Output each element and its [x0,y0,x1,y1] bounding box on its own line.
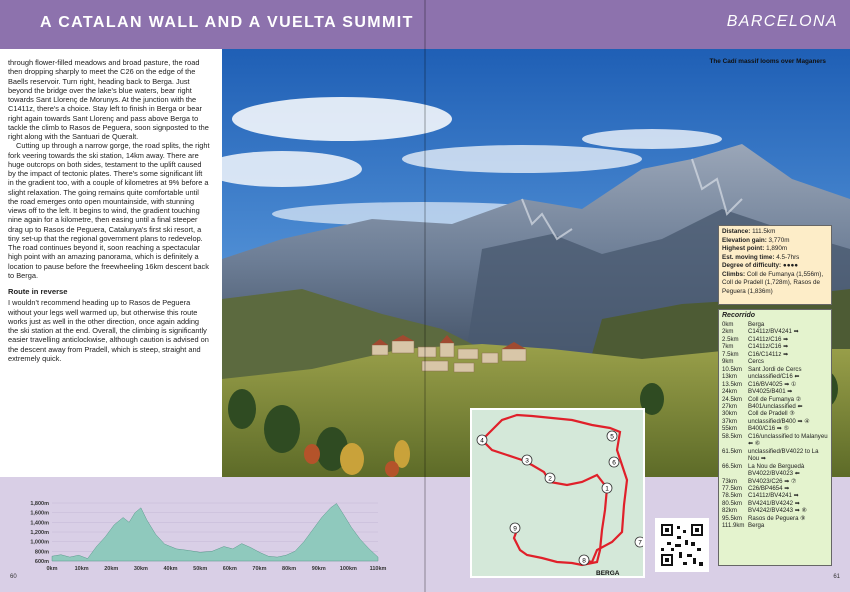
route-instruction: Rasos de Peguera ⑨ [748,514,806,522]
route-instruction: BV4023/C26 ➡ ⑦ [748,477,797,485]
y-tick-label: 800m [34,549,49,556]
route-km: 24.5km [722,395,742,403]
route-map [470,408,645,578]
x-tick-label: 100km [339,566,357,572]
route-instruction: C26/BP4654 ➡ [748,484,790,492]
map-marker-7 [635,537,643,547]
route-stats-box [718,225,832,305]
route-km: 37km [722,417,737,425]
stat-label-distance: Distance: [722,228,751,235]
map-town-label: BERGA [596,570,620,576]
header-band-left [0,0,425,49]
map-marker-1 [602,483,612,493]
svg-text:6: 6 [612,459,616,467]
page-gutter [424,0,426,592]
elevation-profile-chart [0,495,400,580]
stat-climbs: Coll de Fumanya (1,556m), Coll de Pradell (1,728m), Rasos de Peguera (1,836m) [722,270,824,295]
route-instruction: Coll de Pradell ③ [748,410,795,418]
stat-highest: 1,890m [766,245,788,252]
route-km: 78.5km [722,492,742,500]
x-tick-label: 90km [311,566,326,572]
route-instruction: Berga [748,522,765,530]
route-km: 2km [722,328,734,336]
y-tick-label: 1,200m [30,530,49,536]
route-row [722,336,828,343]
map-marker-4 [477,435,487,445]
route-row [722,373,828,380]
qr-code[interactable] [655,518,709,572]
route-row [722,321,828,328]
x-tick-label: 20km [104,566,119,572]
map-marker-9 [510,523,520,533]
route-km: 13km [722,373,737,381]
route-km: 82km [722,507,737,515]
route-instruction: Coll de Fumanya ② [748,395,802,403]
route-km: 7km [722,343,734,351]
x-tick-label: 50km [193,566,208,572]
map-marker-8 [579,555,589,565]
y-tick-label: 1,000m [30,539,49,546]
svg-text:7: 7 [638,539,642,547]
stat-label-moving: Est. moving time: [722,253,775,261]
route-row [722,463,828,478]
reverse-paragraph: I wouldn't recommend heading up to Rasos de Peguera without your legs well warmed up, but otherwise this route works just as well in the other direction, once again adding the ski station at the end. Overall, the climbing is significantly easier travelling anticlockwise, although caution is advised on the descent away from Pradell, which is steep, straight and extremely quick. [8,298,209,363]
x-tick-label: 110km [369,566,387,572]
x-tick-label: 60km [222,566,237,572]
route-row [722,410,828,417]
route-row [722,507,828,514]
photo-caption: The Cadí massif looms over Maganers [709,58,826,65]
route-row [722,366,828,373]
subhead-route-in-reverse: Route in reverse [8,287,68,296]
svg-text:8: 8 [582,557,586,565]
route-instruction: C1411z/BV4241 ➡ [748,328,799,336]
route-km: 30km [722,410,737,418]
route-row [722,418,828,425]
route-row [722,388,828,395]
stat-label-highest: Highest point: [722,245,765,252]
route-row [722,328,828,335]
route-title: Recorrido [722,312,756,319]
x-tick-label: 10km [74,566,89,572]
route-instruction: C1411z/BV4241 ➡ [748,492,799,500]
route-instruction: La Nou de Berguedà BV4022/BV4023 ⬅ [748,462,805,478]
route-table [722,321,828,530]
article-paragraph-2: Cutting up through a narrow gorge, the road splits, the right fork veering towards the ski station, 14km away. There are huge outcrops on both sides, testament to the uplift caused by the impact of tectonic plates. There's some significant lift in the gradient too, with a couple of kilometres at 9% before a slight relaxation. The going remains quite comfortable until the road emerges onto open mountainside, with stunning views off to the left. It begins to wind, the gradient touching nine again for a kilometre, then easing until a final steeper drag up to Rasos de Peguera, Catalunya's first ski resort, a tiny set-up that the regional government plans to redevelop. The road continues beyond it, soon reaching a spectacular high point with an amazing panorama, which is definitely a location to pause before the freewheeling 16km descent back to Berga. [8,141,210,280]
route-km: 9km [722,358,734,366]
svg-text:3: 3 [525,457,529,465]
y-tick-label: 1,400m [30,520,49,527]
stat-difficulty: ●●●● [782,262,799,269]
route-km: 7.5km [722,350,739,358]
y-tick-label: 1,600m [30,510,49,517]
route-km: 111.9km [722,522,745,530]
route-instruction: C16/BV4025 ➡ ① [748,380,797,388]
header-band-right [425,0,850,49]
route-km: 0km [722,321,734,328]
route-row [722,500,828,507]
route-instruction: Berga [748,321,765,328]
route-instruction: B400/C16 ➡ ⑤ [748,425,790,433]
page-number-right: 61 [833,574,840,580]
y-tick-label: 600m [34,559,49,565]
map-marker-3 [522,455,532,465]
x-tick-label: 0km [46,566,58,572]
map-marker-2 [545,473,555,483]
route-row [722,343,828,350]
route-row [722,485,828,492]
stat-moving-time: 4.5-7hrs [776,253,800,261]
map-marker-5 [607,431,617,441]
page-number-left: 60 [10,574,17,580]
x-tick-label: 40km [163,566,178,572]
route-row [722,433,828,448]
map-marker-6 [609,457,619,467]
route-km: 73km [722,477,737,485]
route-km: 61.5km [722,447,742,455]
route-km: 66.5km [722,462,742,470]
stat-elevation: 3,770m [768,236,790,244]
x-tick-label: 30km [133,566,148,572]
route-instruction: Sant Jordi de Cercs [748,365,802,373]
route-instruction: C16/C1411z ➡ [748,350,789,358]
svg-text:1: 1 [605,485,609,493]
article-paragraph-1: through flower-filled meadows and broad pasture, the road then dropping sharply to meet the C26 on the edge of the Baells reservoir. Turn right, heading back to Berga. Just beyond the bridge over the lake's blue waters, bear right towards Sant Llorenç de Morunys. At the junction with the C1411z, there's a choice. Stay left to finish in Berga or bear right again towards Sant Llorenç and pass above Berga to tackle the climb to Rasos de Peguera, soon signposted to the right along with the Santuari de Queralt. [8,58,209,141]
route-row [722,358,828,365]
svg-text:5: 5 [610,433,614,441]
route-row [722,515,828,522]
route-row [722,492,828,499]
route-instruction: C1411z/C16 ➡ [748,335,789,343]
route-instruction: BV4025/B401 ➡ [748,388,793,396]
route-instruction: C16/unclassified to Malanyeu ⬅ ⑥ [748,432,828,448]
route-km: 95.5km [722,514,742,522]
region-title: BARCELONA [726,13,838,30]
elevation-area [52,504,378,562]
route-instruction: C1411z/C16 ➡ [748,343,789,351]
route-instruction: B401/unclassified ⬅ [748,402,803,410]
route-instruction: unclassified/BV4022 to La Nou ➡ [748,447,819,463]
route-km: 27km [722,402,737,410]
route-km: 58.5km [722,432,742,440]
route-km: 55km [722,425,737,433]
svg-text:2: 2 [548,475,552,483]
article-column [0,49,222,477]
route-km: 24km [722,388,737,396]
svg-text:9: 9 [513,525,517,533]
stat-label-elevation: Elevation gain: [722,236,767,244]
route-km: 80.5km [722,499,742,507]
route-km: 13.5km [722,380,742,388]
route-row [722,403,828,410]
page-title: A CATALAN WALL AND A VUELTA SUMMIT [40,14,414,31]
route-instruction: unclassified/B400 ➡ ④ [748,417,810,425]
route-row [722,425,828,432]
route-km: 10.5km [722,365,742,373]
route-row [722,522,828,529]
route-km: 77.5km [722,484,742,492]
route-instruction: BV4242/BV4243 ➡ ⑧ [748,507,808,515]
route-row [722,396,828,403]
stat-label-climbs: Climbs: [722,270,746,278]
stat-label-difficulty: Degree of difficulty: [722,262,782,269]
y-tick-label: 1,800m [30,501,49,507]
svg-text:4: 4 [480,437,484,445]
x-tick-label: 80km [282,566,297,572]
route-km: 2.5km [722,335,739,343]
route-instruction: unclassified/C16 ⬅ [748,373,800,381]
route-row [722,351,828,358]
route-directions-box [718,309,832,566]
route-instruction: BV4241/BV4242 ➡ [748,499,800,507]
x-tick-label: 70km [252,566,267,572]
route-row [722,448,828,463]
route-row [722,381,828,388]
stat-distance: 111.5km [752,228,776,235]
route-instruction: Cercs [748,358,764,366]
route-row [722,478,828,485]
